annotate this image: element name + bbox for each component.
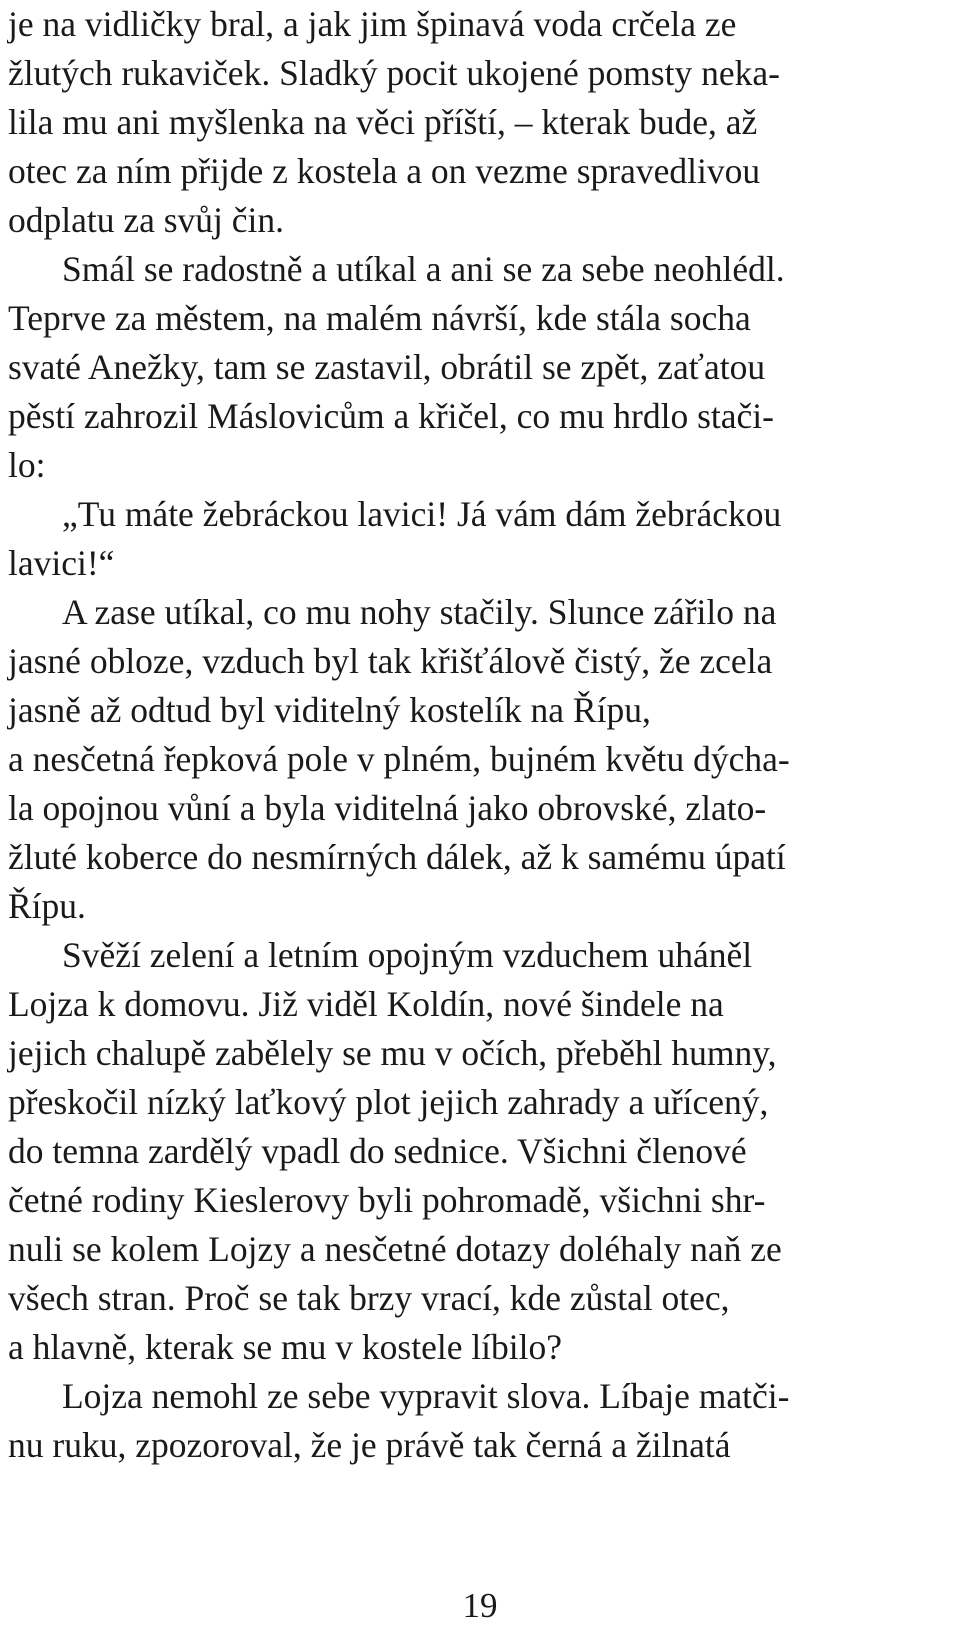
text-line: a nesčetná řepková pole v plném, bujném květu dýcha-	[8, 739, 790, 779]
text-line: jasně až odtud byl viditelný kostelík na Řípu,	[8, 690, 651, 730]
text-line: Lojza k domovu. Již viděl Koldín, nové šindele na	[8, 984, 724, 1024]
text-line: Svěží zelení a letním opojným vzduchem uháněl	[62, 935, 753, 975]
text-line: je na vidličky bral, a jak jim špinavá voda crčela ze	[8, 4, 737, 44]
text-line: svaté Anežky, tam se zastavil, obrátil se zpět, zaťatou	[8, 347, 766, 387]
text-line: žluté koberce do nesmírných dálek, až k samému úpatí	[8, 837, 786, 877]
text-line: Řípu.	[8, 886, 86, 926]
text-line: Smál se radostně a utíkal a ani se za sebe neohlédl.	[62, 249, 785, 289]
text-line: nuli se kolem Lojzy a nesčetné dotazy doléhaly naň ze	[8, 1229, 782, 1269]
page-number: 19	[462, 1586, 498, 1625]
text-line: Lojza nemohl ze sebe vypravit slova. Líbaje matči-	[62, 1376, 790, 1416]
text-line: lila mu ani myšlenka na věci příští, – kterak bude, až	[8, 102, 758, 142]
text-line: přeskočil nízký laťkový plot jejich zahrady a uřícený,	[8, 1082, 769, 1122]
text-line: lavici!“	[8, 543, 115, 583]
text-line: A zase utíkal, co mu nohy stačily. Slunce zářilo na	[62, 592, 777, 632]
text-line: všech stran. Proč se tak brzy vrací, kde zůstal otec,	[8, 1278, 730, 1318]
text-line: žlutých rukaviček. Sladký pocit ukojené pomsty neka-	[8, 53, 780, 93]
body-text	[8, 0, 948, 1470]
text-line: „Tu máte žebráckou lavici! Já vám dám žebráckou	[62, 494, 782, 534]
text-line: otec za ním přijde z kostela a on vezme spravedlivou	[8, 151, 761, 191]
text-line: do temna zardělý vpadl do sednice. Všichni členové	[8, 1131, 747, 1171]
text-line: a hlavně, kterak se mu v kostele líbilo?	[8, 1327, 563, 1367]
text-line: la opojnou vůní a byla viditelná jako obrovské, zlato-	[8, 788, 767, 828]
text-line: jasné obloze, vzduch byl tak křišťálově čistý, že zcela	[8, 641, 773, 681]
text-line: pěstí zahrozil Máslovicům a křičel, co mu hrdlo stači-	[8, 396, 774, 436]
text-line: odplatu za svůj čin.	[8, 200, 285, 240]
text-line: Teprve za městem, na malém návrší, kde stála socha	[8, 298, 751, 338]
text-line: lo:	[8, 445, 46, 485]
text-line: četné rodiny Kieslerovy byli pohromadě, všichni shr-	[8, 1180, 766, 1220]
text-line: jejich chalupě zabělely se mu v očích, přeběhl humny,	[8, 1033, 777, 1073]
text-line: nu ruku, zpozoroval, že je právě tak černá a žilnatá	[8, 1425, 731, 1465]
